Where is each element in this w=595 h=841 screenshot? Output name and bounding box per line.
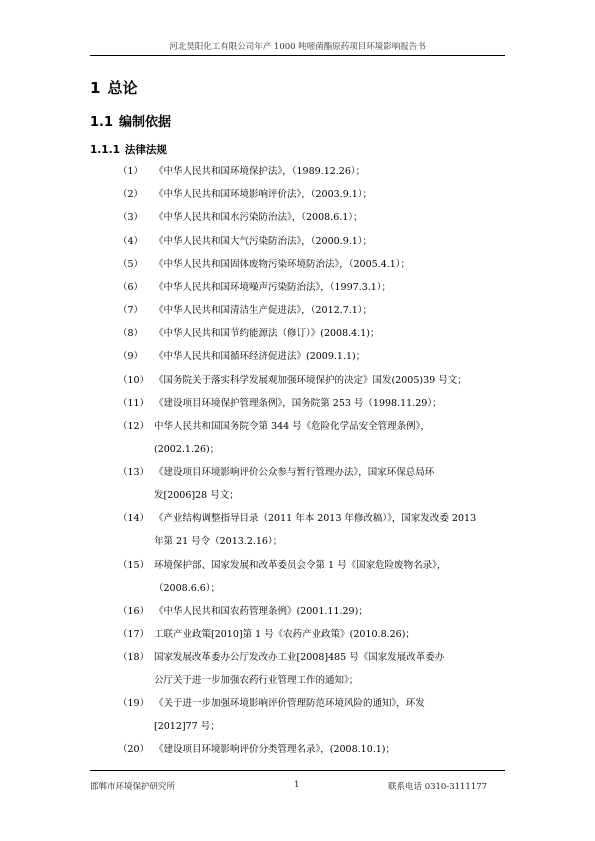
list-item-index: （19） bbox=[118, 698, 150, 709]
running-header: 河北昊阳化工有限公司年产 1000 吨嘧菌酯原药项目环境影响报告书 bbox=[90, 40, 505, 56]
list-item-text: （2008.6.6）； bbox=[154, 583, 221, 594]
list-item-index: （17） bbox=[118, 629, 150, 640]
footer-organization: 邯郸市环境保护研究所 bbox=[90, 782, 176, 792]
list-item-index: （8） bbox=[118, 328, 144, 339]
list-item-index: （18） bbox=[118, 652, 150, 663]
list-item-text: 《中华人民共和国节约能源法（修订）》(2008.4.1)； bbox=[154, 328, 380, 339]
list-item-text: 《中华人民共和国循环经济促进法》(2009.1.1)； bbox=[154, 351, 366, 362]
list-item-text: 《建设项目环境影响评价公众参与暂行管理办法》，国家环保总局环 bbox=[154, 467, 435, 478]
list-item-text: 《建设项目环境保护管理条例》，国务院第 253 号（1998.11.29）； bbox=[154, 398, 442, 409]
list-item-index: （13） bbox=[118, 467, 150, 478]
section-number: 1.1 bbox=[90, 115, 114, 130]
list-item-text: 中华人民共和国国务院令第 344 号《危险化学品安全管理条例》， bbox=[154, 421, 430, 432]
list-item-text: 《中华人民共和国农药管理条例》(2001.11.29)； bbox=[154, 606, 368, 617]
list-item-index: （20） bbox=[118, 744, 150, 755]
list-item-text: 《中华人民共和国水污染防治法》，（2008.6.1）； bbox=[154, 212, 363, 223]
footer-divider bbox=[90, 770, 505, 771]
list-item-index: （16） bbox=[118, 606, 150, 617]
list-item-index: （3） bbox=[118, 212, 144, 223]
list-item-text: 《国务院关于落实科学发展观加强环境保护的决定》国发(2005)39 号文； bbox=[154, 375, 467, 386]
subsection-heading bbox=[90, 142, 167, 157]
list-item-text: 年第 21 号令（2013.2.16）； bbox=[154, 536, 283, 547]
list-item-index: （1） bbox=[118, 166, 144, 177]
chapter-title: 总论 bbox=[107, 79, 138, 97]
list-item-index: （7） bbox=[118, 305, 144, 316]
list-item-text: [2012]77 号； bbox=[154, 721, 220, 732]
list-item-text: 《建设项目环境影响评价分类管理名录》，(2008.10.1)； bbox=[154, 744, 396, 755]
list-item-index: （12） bbox=[118, 421, 150, 432]
subsection-number: 1.1.1 bbox=[90, 144, 120, 156]
list-item-text: 工联产业政策[2010]第 1 号《农药产业政策》(2010.8.26)； bbox=[154, 629, 415, 640]
list-item-index: （4） bbox=[118, 236, 144, 247]
list-item-text: 《中华人民共和国环境影响评价法》，（2003.9.1）； bbox=[154, 189, 373, 200]
chapter-number: 1 bbox=[90, 79, 101, 97]
list-item-index: （11） bbox=[118, 398, 150, 409]
list-item-text: (2002.1.26)； bbox=[154, 444, 220, 455]
list-item-index: （15） bbox=[118, 560, 150, 571]
subsection-title: 法律法规 bbox=[124, 144, 167, 156]
list-item-text: 《中华人民共和国环境保护法》，（1989.12.26）； bbox=[154, 166, 366, 177]
list-item-text: 公厅关于进一步加强农药行业管理工作的通知》； bbox=[154, 675, 359, 686]
list-item-index: （2） bbox=[118, 189, 144, 200]
list-item-index: （14） bbox=[118, 513, 150, 524]
list-item-text: 发[2006]28 号文； bbox=[154, 490, 239, 501]
list-item-text: 《中华人民共和国清洁生产促进法》，（2012.7.1）； bbox=[154, 305, 373, 316]
list-item-text: 《中华人民共和国大气污染防治法》，（2000.9.1）； bbox=[154, 236, 373, 247]
footer-phone: 联系电话 0310-3111177 bbox=[388, 782, 488, 792]
chapter-heading bbox=[90, 77, 137, 98]
list-item-text: 《中华人民共和国环境噪声污染防治法》，（1997.3.1）； bbox=[154, 282, 392, 293]
list-item-index: （6） bbox=[118, 282, 144, 293]
list-item-index: （10） bbox=[118, 375, 150, 386]
list-item-text: 环境保护部、国家发展和改革委员会令第 1 号《国家危险废物名录》， bbox=[154, 560, 447, 571]
list-item-text: 国家发展改革委办公厅发改办工业[2008]485 号《国家发展改革委办 bbox=[154, 652, 445, 663]
list-item-text: 《关于进一步加强环境影响评价管理防范环境风险的通知》，环发 bbox=[154, 698, 425, 709]
section-heading bbox=[90, 111, 171, 130]
list-item-text: 《产业结构调整指导目录（2011 年本 2013 年修改稿）》，国家发改委 2013 bbox=[154, 513, 477, 524]
section-title: 编制依据 bbox=[119, 115, 172, 130]
list-item-text: 《中华人民共和国固体废物污染环境防治法》，（2005.4.1）； bbox=[154, 259, 411, 270]
list-item-index: （5） bbox=[118, 259, 144, 270]
page-number: 1 bbox=[294, 780, 300, 790]
list-item-index: （9） bbox=[118, 351, 144, 362]
